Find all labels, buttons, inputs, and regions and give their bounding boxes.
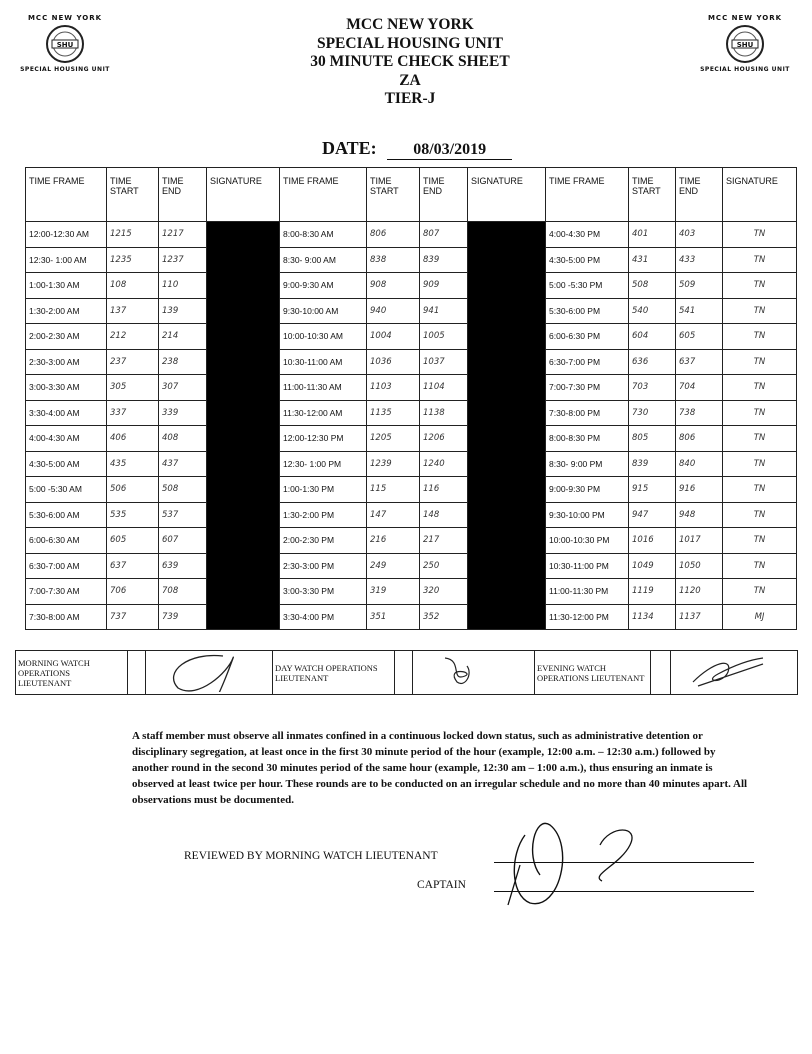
- time-frame-cell: 3:30-4:00 PM: [280, 604, 367, 630]
- morning-signature-icon: [148, 652, 268, 692]
- evening-signature-icon: [673, 652, 783, 692]
- signature-redacted: [468, 502, 546, 528]
- morning-watch-label: MORNING WATCH OPERATIONS LIEUTENANT: [16, 651, 128, 695]
- time-end-cell: 1104: [420, 375, 468, 401]
- time-frame-cell: 6:00-6:30 PM: [546, 324, 629, 350]
- col-signature: SIGNATURE: [723, 168, 797, 222]
- time-frame-cell: 12:00-12:30 PM: [280, 426, 367, 452]
- logo-right-top-text: MCC NEW YORK: [707, 14, 783, 22]
- time-start-cell: 706: [107, 579, 159, 605]
- evening-watch-signature: [671, 651, 798, 695]
- time-start-cell: 1235: [107, 247, 159, 273]
- signature-redacted: [468, 426, 546, 452]
- logo-left-top-text: MCC NEW YORK: [27, 14, 103, 22]
- time-start-cell: 216: [367, 528, 420, 554]
- svg-text:SHU: SHU: [56, 41, 74, 49]
- time-end-cell: 916: [676, 477, 723, 503]
- signature-cell: TN: [723, 553, 797, 579]
- time-frame-cell: 3:30-4:00 AM: [26, 400, 107, 426]
- time-frame-cell: 5:00 -5:30 AM: [26, 477, 107, 503]
- signature-redacted: [207, 553, 280, 579]
- time-start-cell: 604: [629, 324, 676, 350]
- day-signature-icon: [415, 652, 525, 692]
- table-row: [26, 247, 797, 273]
- time-frame-cell: 6:00-6:30 AM: [26, 528, 107, 554]
- table-row: [26, 553, 797, 579]
- observation-notice: A staff member must observe all inmates confined in a continuous locked down status, such as administrative detention or disciplinary segregation, at least once in the first 30 minute period of the hour (example, 12:00 a.m. – 12:30 a.m.) followed by another round in the second 30 minutes period of the same hour (example, 12:30 am – 1:00 a.m.), thus ensuring an inmate is observed at least twice per hour. These rounds are to be conducted on an irregular schedule and no more than 40 minutes apart. All observations must be documented.: [132, 730, 748, 806]
- evening-watch-label: EVENING WATCH OPERATIONS LIEUTENANT: [535, 651, 651, 695]
- signature-redacted: [207, 273, 280, 299]
- signature-redacted: [207, 324, 280, 350]
- time-frame-cell: 8:30- 9:00 AM: [280, 247, 367, 273]
- col-signature: SIGNATURE: [207, 168, 280, 222]
- time-start-cell: 508: [629, 273, 676, 299]
- time-frame-cell: 9:30-10:00 PM: [546, 502, 629, 528]
- time-end-cell: 948: [676, 502, 723, 528]
- time-start-cell: 839: [629, 451, 676, 477]
- time-end-cell: 238: [159, 349, 207, 375]
- day-watch-signature: [413, 651, 535, 695]
- time-frame-cell: 7:00-7:30 AM: [26, 579, 107, 605]
- time-end-cell: 807: [420, 222, 468, 248]
- time-start-cell: 940: [367, 298, 420, 324]
- time-frame-cell: 2:30-3:00 AM: [26, 349, 107, 375]
- time-frame-cell: 2:00-2:30 AM: [26, 324, 107, 350]
- time-frame-cell: 10:30-11:00 PM: [546, 553, 629, 579]
- time-start-cell: 1016: [629, 528, 676, 554]
- signature-cell: TN: [723, 298, 797, 324]
- shu-seal-icon: [725, 24, 765, 64]
- time-end-cell: 509: [676, 273, 723, 299]
- signature-cell: TN: [723, 426, 797, 452]
- review-captain-label: CAPTAIN: [417, 879, 466, 891]
- time-start-cell: 737: [107, 604, 159, 630]
- table-row: [26, 222, 797, 248]
- time-end-cell: 639: [159, 553, 207, 579]
- signature-redacted: [207, 502, 280, 528]
- time-frame-cell: 1:00-1:30 PM: [280, 477, 367, 503]
- signature-redacted: [207, 604, 280, 630]
- time-start-cell: 806: [367, 222, 420, 248]
- time-end-cell: 1137: [676, 604, 723, 630]
- watch-signature-table: [15, 650, 798, 695]
- time-start-cell: 1135: [367, 400, 420, 426]
- day-watch-label: DAY WATCH OPERATIONS LIEUTENANT: [273, 651, 395, 695]
- time-end-cell: 1138: [420, 400, 468, 426]
- time-start-cell: 401: [629, 222, 676, 248]
- signature-redacted: [468, 400, 546, 426]
- time-end-cell: 1050: [676, 553, 723, 579]
- table-row: [26, 375, 797, 401]
- time-frame-cell: 6:30-7:00 AM: [26, 553, 107, 579]
- time-end-cell: 307: [159, 375, 207, 401]
- time-end-cell: 1240: [420, 451, 468, 477]
- header-line-1: MCC NEW YORK: [346, 16, 474, 33]
- signature-redacted: [468, 222, 546, 248]
- time-start-cell: 535: [107, 502, 159, 528]
- time-frame-cell: 11:30-12:00 AM: [280, 400, 367, 426]
- table-row: [26, 349, 797, 375]
- time-end-cell: 508: [159, 477, 207, 503]
- time-start-cell: 1215: [107, 222, 159, 248]
- morning-watch-signature: [146, 651, 273, 695]
- col-time-end: TIME END: [159, 168, 207, 222]
- signature-redacted: [207, 579, 280, 605]
- time-end-cell: 408: [159, 426, 207, 452]
- signature-redacted: [207, 298, 280, 324]
- table-row: [26, 604, 797, 630]
- signature-redacted: [468, 349, 546, 375]
- signature-cell: TN: [723, 502, 797, 528]
- time-end-cell: 909: [420, 273, 468, 299]
- col-time-frame: TIME FRAME: [280, 168, 367, 222]
- time-end-cell: 1005: [420, 324, 468, 350]
- time-start-cell: 703: [629, 375, 676, 401]
- signature-redacted: [468, 375, 546, 401]
- time-frame-cell: 2:30-3:00 PM: [280, 553, 367, 579]
- table-row: [26, 579, 797, 605]
- time-frame-cell: 9:30-10:00 AM: [280, 298, 367, 324]
- table-row: [26, 324, 797, 350]
- time-frame-cell: 12:30- 1:00 AM: [26, 247, 107, 273]
- signature-cell: TN: [723, 528, 797, 554]
- table-row: [26, 400, 797, 426]
- signature-cell: TN: [723, 579, 797, 605]
- time-end-cell: 739: [159, 604, 207, 630]
- time-start-cell: 1205: [367, 426, 420, 452]
- time-end-cell: 433: [676, 247, 723, 273]
- time-end-cell: 217: [420, 528, 468, 554]
- col-time-start: TIME START: [367, 168, 420, 222]
- signature-redacted: [468, 604, 546, 630]
- time-end-cell: 403: [676, 222, 723, 248]
- signature-redacted: [468, 477, 546, 503]
- time-end-cell: 607: [159, 528, 207, 554]
- time-start-cell: 540: [629, 298, 676, 324]
- time-start-cell: 319: [367, 579, 420, 605]
- time-frame-cell: 10:00-10:30 PM: [546, 528, 629, 554]
- signature-redacted: [207, 477, 280, 503]
- time-frame-cell: 7:00-7:30 PM: [546, 375, 629, 401]
- time-end-cell: 339: [159, 400, 207, 426]
- time-frame-cell: 3:00-3:30 AM: [26, 375, 107, 401]
- svg-text:SHU: SHU: [736, 41, 754, 49]
- time-end-cell: 116: [420, 477, 468, 503]
- time-start-cell: 406: [107, 426, 159, 452]
- time-start-cell: 1134: [629, 604, 676, 630]
- shu-seal-icon: [45, 24, 85, 64]
- time-start-cell: 636: [629, 349, 676, 375]
- time-end-cell: 541: [676, 298, 723, 324]
- time-end-cell: 1037: [420, 349, 468, 375]
- time-end-cell: 1206: [420, 426, 468, 452]
- time-start-cell: 908: [367, 273, 420, 299]
- time-end-cell: 148: [420, 502, 468, 528]
- signature-redacted: [468, 298, 546, 324]
- time-start-cell: 838: [367, 247, 420, 273]
- signature-cell: TN: [723, 349, 797, 375]
- signature-redacted: [207, 426, 280, 452]
- header-line-5: TIER-J: [384, 90, 436, 107]
- time-start-cell: 605: [107, 528, 159, 554]
- col-time-end: TIME END: [420, 168, 468, 222]
- time-frame-cell: 8:30- 9:00 PM: [546, 451, 629, 477]
- time-frame-cell: 4:30-5:00 AM: [26, 451, 107, 477]
- table-row: [26, 298, 797, 324]
- time-end-cell: 214: [159, 324, 207, 350]
- header-line-4: ZA: [399, 71, 421, 89]
- time-end-cell: 708: [159, 579, 207, 605]
- time-frame-cell: 6:30-7:00 PM: [546, 349, 629, 375]
- time-frame-cell: 3:00-3:30 PM: [280, 579, 367, 605]
- table-row: [26, 477, 797, 503]
- time-start-cell: 249: [367, 553, 420, 579]
- header-line-2: SPECIAL HOUSING UNIT: [316, 34, 504, 52]
- time-start-cell: 730: [629, 400, 676, 426]
- time-end-cell: 537: [159, 502, 207, 528]
- col-time-frame: TIME FRAME: [546, 168, 629, 222]
- table-row: [26, 451, 797, 477]
- time-start-cell: 212: [107, 324, 159, 350]
- time-frame-cell: 5:30-6:00 AM: [26, 502, 107, 528]
- time-start-cell: 435: [107, 451, 159, 477]
- day-watch-spacer: [395, 651, 413, 695]
- time-frame-cell: 7:30-8:00 AM: [26, 604, 107, 630]
- time-end-cell: 437: [159, 451, 207, 477]
- time-end-cell: 139: [159, 298, 207, 324]
- time-start-cell: 1049: [629, 553, 676, 579]
- time-end-cell: 1237: [159, 247, 207, 273]
- col-time-end: TIME END: [676, 168, 723, 222]
- sheet-header: [250, 16, 570, 109]
- col-time-start: TIME START: [107, 168, 159, 222]
- time-frame-cell: 11:00-11:30 AM: [280, 375, 367, 401]
- signature-redacted: [207, 247, 280, 273]
- time-frame-cell: 1:00-1:30 AM: [26, 273, 107, 299]
- date-row: [322, 138, 512, 160]
- signature-cell: TN: [723, 222, 797, 248]
- table-row: [26, 273, 797, 299]
- time-frame-cell: 1:30-2:00 AM: [26, 298, 107, 324]
- morning-watch-spacer: [128, 651, 146, 695]
- signature-cell: TN: [723, 324, 797, 350]
- col-signature: SIGNATURE: [468, 168, 546, 222]
- signature-cell: TN: [723, 375, 797, 401]
- time-frame-cell: 11:30-12:00 PM: [546, 604, 629, 630]
- logo-left-bottom-text: SPECIAL HOUSING UNIT: [20, 66, 110, 73]
- time-end-cell: 1017: [676, 528, 723, 554]
- signature-redacted: [207, 451, 280, 477]
- time-start-cell: 915: [629, 477, 676, 503]
- signature-redacted: [468, 324, 546, 350]
- time-frame-cell: 5:00 -5:30 PM: [546, 273, 629, 299]
- time-start-cell: 1004: [367, 324, 420, 350]
- time-start-cell: 637: [107, 553, 159, 579]
- col-time-start: TIME START: [629, 168, 676, 222]
- signature-redacted: [207, 528, 280, 554]
- time-frame-cell: 4:30-5:00 PM: [546, 247, 629, 273]
- time-frame-cell: 4:00-4:30 AM: [26, 426, 107, 452]
- signature-cell: TN: [723, 400, 797, 426]
- signature-redacted: [468, 528, 546, 554]
- time-end-cell: 637: [676, 349, 723, 375]
- time-end-cell: 1120: [676, 579, 723, 605]
- review-lieutenant-label: REVIEWED BY MORNING WATCH LIEUTENANT: [184, 850, 438, 862]
- signature-cell: TN: [723, 477, 797, 503]
- time-frame-cell: 5:30-6:00 PM: [546, 298, 629, 324]
- time-start-cell: 947: [629, 502, 676, 528]
- date-value: 08/03/2019: [387, 141, 512, 160]
- logo-left: [10, 14, 120, 73]
- signature-redacted: [468, 273, 546, 299]
- signature-cell: MJ: [723, 604, 797, 630]
- time-frame-cell: 8:00-8:30 PM: [546, 426, 629, 452]
- time-start-cell: 115: [367, 477, 420, 503]
- time-end-cell: 704: [676, 375, 723, 401]
- time-end-cell: 738: [676, 400, 723, 426]
- signature-redacted: [207, 222, 280, 248]
- time-start-cell: 351: [367, 604, 420, 630]
- header-line-3: 30 MINUTE CHECK SHEET: [310, 53, 510, 70]
- time-start-cell: 237: [107, 349, 159, 375]
- captain-signature-icon: [490, 815, 670, 915]
- time-end-cell: 352: [420, 604, 468, 630]
- logo-right-bottom-text: SPECIAL HOUSING UNIT: [700, 66, 790, 73]
- signature-cell: TN: [723, 247, 797, 273]
- time-frame-cell: 4:00-4:30 PM: [546, 222, 629, 248]
- time-end-cell: 806: [676, 426, 723, 452]
- time-frame-cell: 9:00-9:30 PM: [546, 477, 629, 503]
- time-start-cell: 137: [107, 298, 159, 324]
- evening-watch-spacer: [651, 651, 671, 695]
- signature-redacted: [207, 400, 280, 426]
- time-start-cell: 431: [629, 247, 676, 273]
- time-frame-cell: 7:30-8:00 PM: [546, 400, 629, 426]
- time-start-cell: 147: [367, 502, 420, 528]
- time-start-cell: 337: [107, 400, 159, 426]
- signature-cell: TN: [723, 451, 797, 477]
- logo-right: [690, 14, 800, 73]
- time-frame-cell: 10:00-10:30 AM: [280, 324, 367, 350]
- time-end-cell: 1217: [159, 222, 207, 248]
- check-table: [25, 167, 797, 630]
- table-header-row: [26, 168, 797, 222]
- time-start-cell: 506: [107, 477, 159, 503]
- time-end-cell: 320: [420, 579, 468, 605]
- time-end-cell: 839: [420, 247, 468, 273]
- time-start-cell: 805: [629, 426, 676, 452]
- time-end-cell: 250: [420, 553, 468, 579]
- signature-redacted: [468, 247, 546, 273]
- time-start-cell: 1239: [367, 451, 420, 477]
- signature-redacted: [468, 451, 546, 477]
- time-frame-cell: 1:30-2:00 PM: [280, 502, 367, 528]
- time-start-cell: 1103: [367, 375, 420, 401]
- table-row: [26, 528, 797, 554]
- signature-redacted: [207, 375, 280, 401]
- time-end-cell: 941: [420, 298, 468, 324]
- table-row: [26, 426, 797, 452]
- table-row: [26, 502, 797, 528]
- signature-cell: TN: [723, 273, 797, 299]
- time-frame-cell: 2:00-2:30 PM: [280, 528, 367, 554]
- time-start-cell: 1119: [629, 579, 676, 605]
- time-frame-cell: 10:30-11:00 AM: [280, 349, 367, 375]
- time-frame-cell: 12:30- 1:00 PM: [280, 451, 367, 477]
- time-frame-cell: 9:00-9:30 AM: [280, 273, 367, 299]
- time-frame-cell: 8:00-8:30 AM: [280, 222, 367, 248]
- signature-redacted: [207, 349, 280, 375]
- time-frame-cell: 11:00-11:30 PM: [546, 579, 629, 605]
- time-end-cell: 605: [676, 324, 723, 350]
- col-time-frame: TIME FRAME: [26, 168, 107, 222]
- time-end-cell: 840: [676, 451, 723, 477]
- time-start-cell: 305: [107, 375, 159, 401]
- signature-redacted: [468, 579, 546, 605]
- signature-redacted: [468, 553, 546, 579]
- time-end-cell: 110: [159, 273, 207, 299]
- time-frame-cell: 12:00-12:30 AM: [26, 222, 107, 248]
- date-label: DATE:: [322, 138, 377, 158]
- time-start-cell: 108: [107, 273, 159, 299]
- time-start-cell: 1036: [367, 349, 420, 375]
